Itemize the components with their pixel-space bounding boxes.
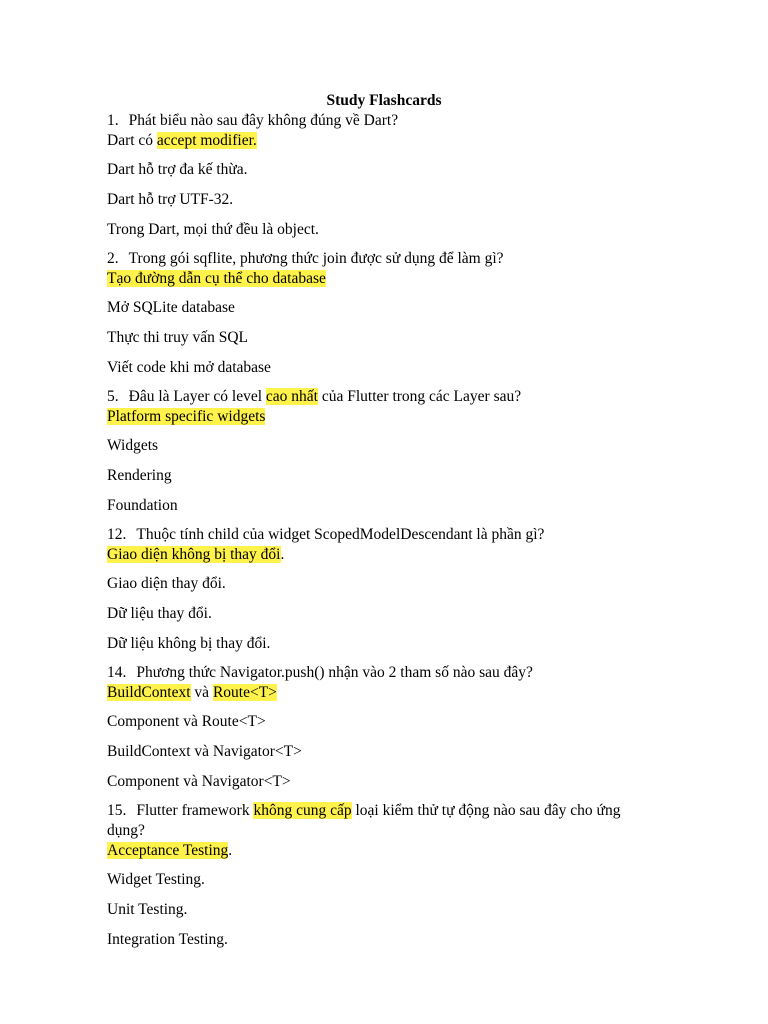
- question-text-end: loại kiểm thử tự động nào sau đây cho ứng: [351, 802, 621, 819]
- option-12-3: Dữ liệu không bị thay đổi.: [107, 635, 271, 652]
- answer-text: và: [190, 684, 213, 701]
- option-12-1: Giao diện thay đổi.: [107, 575, 226, 592]
- question-number: 5.: [107, 388, 119, 405]
- answer-highlight-2: Route<T>: [212, 684, 277, 701]
- answer-14: [107, 683, 277, 703]
- question-15-line-2: dụng?: [107, 822, 145, 839]
- question-highlight: không cung cấp: [253, 802, 352, 819]
- question-1: [107, 111, 398, 131]
- question-number: 15.: [107, 802, 127, 819]
- question-text: Phát biểu nào sau đây không đúng về Dart?: [128, 112, 399, 129]
- option-1-1: Dart hỗ trợ đa kế thừa.: [107, 161, 248, 178]
- question-2: [107, 249, 504, 269]
- option-5-3: Foundation: [107, 497, 178, 514]
- option-14-2: BuildContext và Navigator<T>: [107, 743, 302, 760]
- answer-2: [107, 269, 326, 289]
- answer-highlight: Acceptance Testing: [107, 842, 229, 859]
- option-1-3: Trong Dart, mọi thứ đều là object.: [107, 221, 319, 238]
- answer-highlight: Tạo đường dẫn cụ thể cho database: [107, 270, 326, 287]
- question-number: 2.: [107, 250, 119, 267]
- option-2-2: Thực thi truy vấn SQL: [107, 329, 248, 346]
- question-number: 12.: [107, 526, 127, 543]
- option-15-1: Widget Testing.: [107, 871, 205, 888]
- option-2-3: Viết code khi mở database: [107, 359, 271, 376]
- answer-text-end: .: [228, 842, 233, 859]
- question-text-end: của Flutter trong các Layer sau?: [317, 388, 522, 405]
- answer-5: [107, 407, 265, 427]
- question-number: 14.: [107, 664, 127, 681]
- question-12: [107, 525, 544, 545]
- answer-15: [107, 841, 232, 861]
- option-15-2: Unit Testing.: [107, 901, 188, 918]
- answer-12: [107, 545, 284, 565]
- option-1-2: Dart hỗ trợ UTF-32.: [107, 191, 234, 208]
- answer-highlight: Giao diện không bị thay đổi: [107, 546, 281, 563]
- answer-text: Dart có: [107, 132, 157, 149]
- question-14: [107, 663, 533, 683]
- question-text: Flutter framework: [136, 802, 254, 819]
- answer-highlight-1: BuildContext: [107, 684, 191, 701]
- option-5-2: Rendering: [107, 467, 172, 484]
- question-text: Đâu là Layer có level: [128, 388, 266, 405]
- answer-text-end: .: [280, 546, 285, 563]
- option-14-3: Component và Navigator<T>: [107, 773, 291, 790]
- question-text: Thuộc tính child của widget ScopedModelDescendant là phần gì?: [136, 526, 545, 543]
- option-5-1: Widgets: [107, 437, 159, 454]
- option-14-1: Component và Route<T>: [107, 713, 266, 730]
- answer-1: [107, 131, 257, 151]
- question-15: [107, 801, 620, 821]
- question-highlight: cao nhất: [265, 388, 318, 405]
- option-2-1: Mở SQLite database: [107, 299, 235, 316]
- option-15-3: Integration Testing.: [107, 931, 228, 948]
- answer-highlight: accept modifier.: [156, 132, 257, 149]
- answer-highlight: Platform specific widgets: [107, 408, 266, 425]
- option-12-2: Dữ liệu thay đổi.: [107, 605, 212, 622]
- question-number: 1.: [107, 112, 119, 129]
- question-text: Phương thức Navigator.push() nhận vào 2 tham số nào sau đây?: [136, 664, 533, 681]
- question-text: Trong gói sqflite, phương thức join được sử dụng để làm gì?: [128, 250, 504, 267]
- question-5: [107, 387, 521, 407]
- page-title: Study Flashcards: [326, 92, 442, 109]
